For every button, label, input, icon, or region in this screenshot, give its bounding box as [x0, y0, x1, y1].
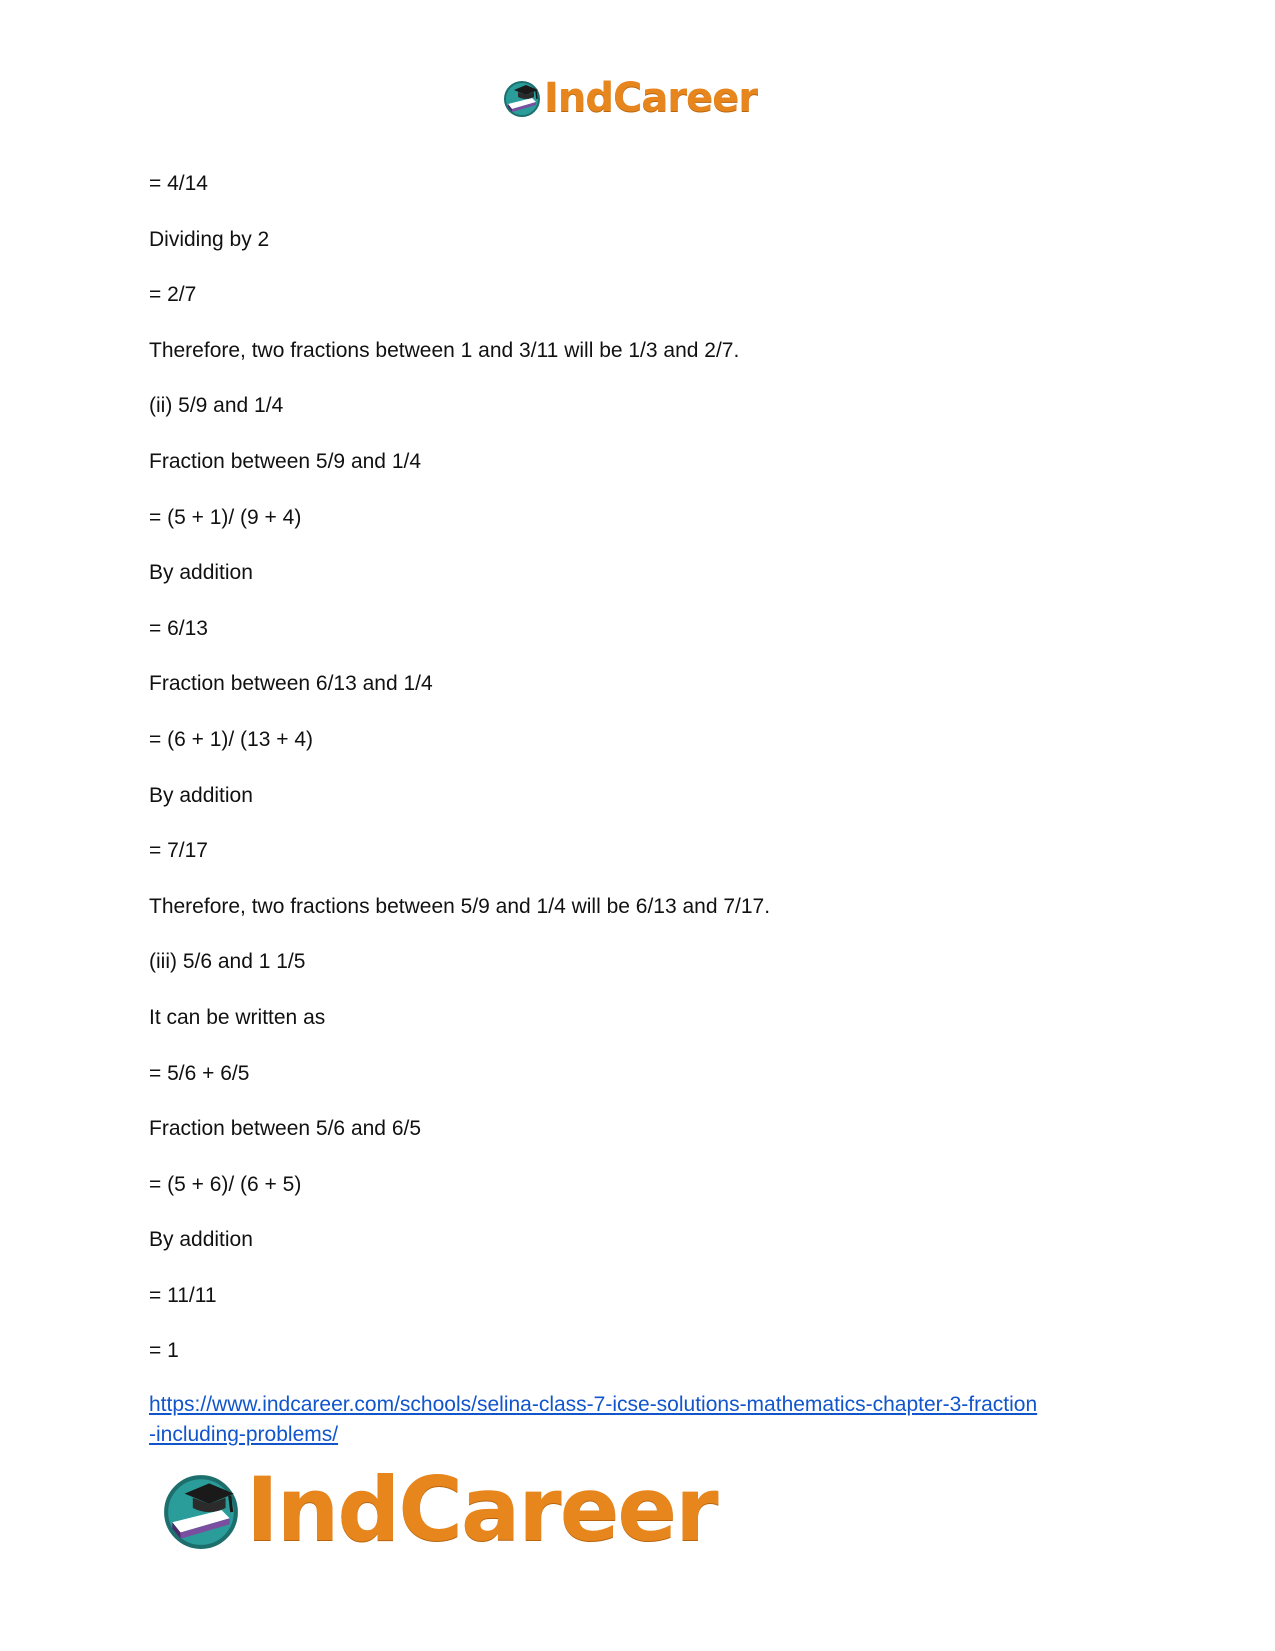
text-line: = 6/13 — [149, 616, 208, 640]
source-link-line-1: https://www.indcareer.com/schools/selina-class-7-icse-solutions-mathematics-chapter-3-fraction — [149, 1393, 1038, 1416]
text-line: = 7/17 — [149, 839, 208, 863]
text-line: = (6 + 1)/ (13 + 4) — [149, 727, 314, 751]
source-link[interactable] — [149, 1393, 1037, 1446]
graduation-cap-book-globe-icon — [502, 78, 542, 118]
text-line: (ii) 5/9 and 1/4 — [149, 394, 284, 418]
document-body — [149, 172, 1129, 1395]
header-logo — [502, 75, 758, 121]
text-line: Therefore, two fractions between 5/9 and 1/4 will be 6/13 and 7/17. — [149, 894, 771, 918]
text-line: Fraction between 5/6 and 6/5 — [149, 1117, 422, 1141]
text-line: = 11/11 — [149, 1283, 217, 1307]
graduation-cap-book-globe-icon — [160, 1469, 242, 1551]
logo-text: IndCareer — [544, 75, 758, 121]
text-line: By addition — [149, 1228, 253, 1252]
text-line: = 4/14 — [149, 172, 208, 195]
text-line: Dividing by 2 — [149, 227, 270, 251]
logo-text: IndCareer — [246, 1458, 717, 1561]
source-link-line-2: -including-problems/ — [149, 1423, 339, 1446]
text-line: By addition — [149, 561, 253, 585]
text-line: = (5 + 6)/ (6 + 5) — [149, 1172, 302, 1196]
text-line: = 1 — [149, 1339, 179, 1363]
text-line: Therefore, two fractions between 1 and 3/11 will be 1/3 and 2/7. — [149, 338, 740, 362]
text-line: Fraction between 6/13 and 1/4 — [149, 672, 433, 696]
text-line: (iii) 5/6 and 1 1/5 — [149, 950, 306, 974]
text-line: = (5 + 1)/ (9 + 4) — [149, 505, 302, 529]
text-line: = 2/7 — [149, 283, 197, 307]
source-link-block — [149, 1390, 1149, 1450]
text-line: = 5/6 + 6/5 — [149, 1061, 250, 1085]
text-line: By addition — [149, 783, 253, 807]
footer-logo — [160, 1458, 717, 1561]
text-line: It can be written as — [149, 1005, 326, 1029]
text-line: Fraction between 5/9 and 1/4 — [149, 449, 422, 473]
